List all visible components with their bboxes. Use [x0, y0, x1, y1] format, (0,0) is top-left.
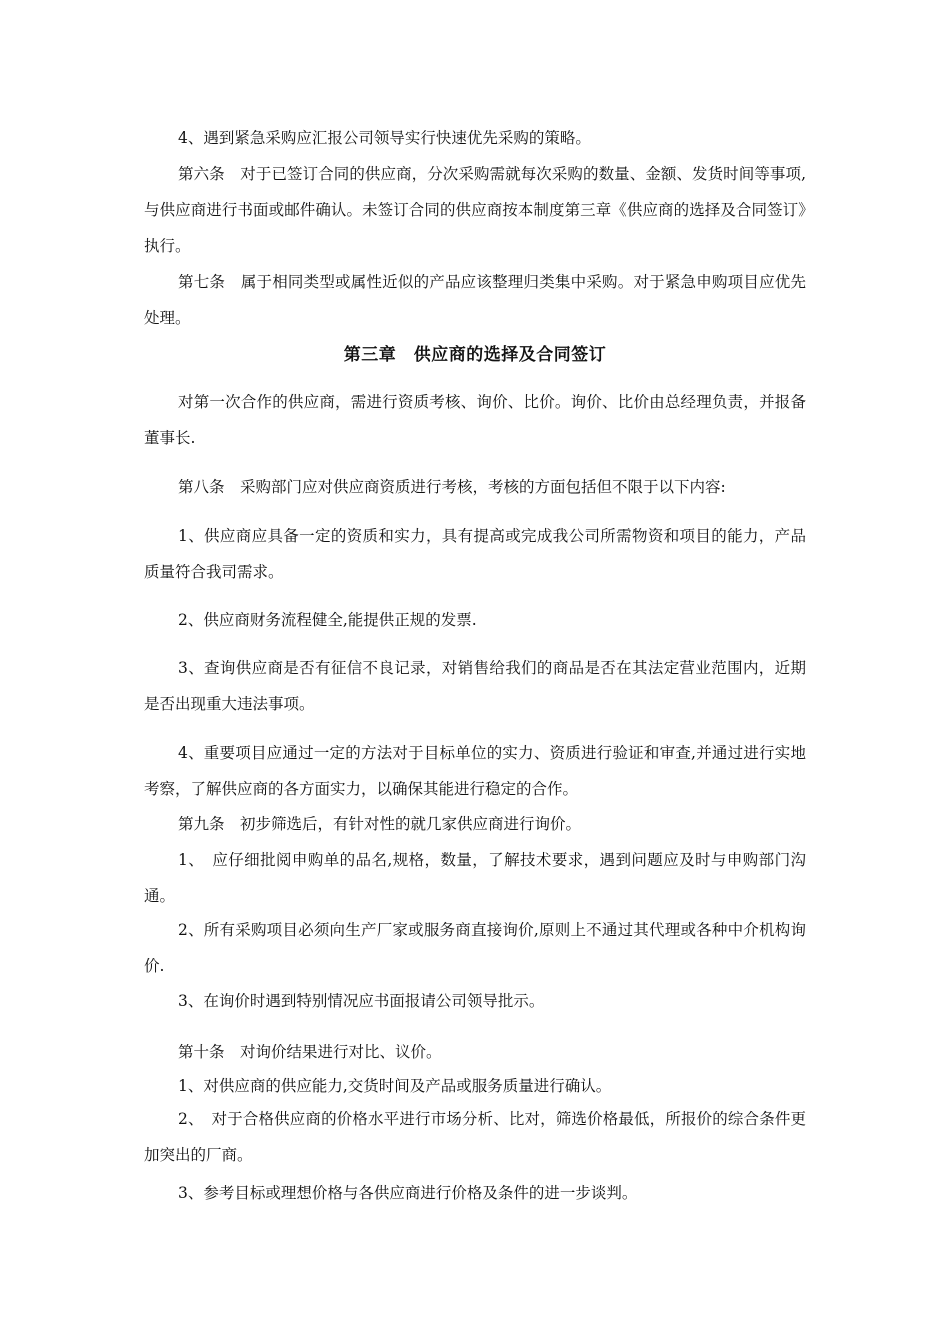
paragraph-article-10: 第十条 对询价结果进行对比、议价。 — [178, 1043, 442, 1061]
chapter-title: 第三章 供应商的选择及合同签订 — [343, 345, 607, 365]
paragraph-article-6: 第六条 对于已签订合同的供应商，分次采购需就每次采购的数量、金额、发货时间等事项,与供应商进行书面或邮件确认。未签订合同的供应商按本制度第三章《供应商的选择及合同签订》执行。 — [144, 165, 806, 255]
paragraph-article-8-item-2: 2、供应商财务流程健全,能提供正规的发票. — [178, 611, 477, 629]
paragraph-article-10-item-1: 1、对供应商的供应能力,交货时间及产品或服务质量进行确认。 — [178, 1077, 612, 1095]
paragraph-article-9-item-2: 2、所有采购项目必须向生产厂家或服务商直接询价,原则上不通过其代理或各种中介机构询价. — [144, 921, 806, 975]
paragraph-article-9-item-1: 1、 应仔细批阅申购单的品名,规格，数量，了解技术要求，遇到问题应及时与申购部门沟通。 — [144, 851, 806, 905]
paragraph-article-9-item-3: 3、在询价时遇到特别情况应书面报请公司领导批示。 — [178, 992, 545, 1010]
paragraph-article-8-item-4: 4、重要项目应通过一定的方法对于目标单位的实力、资质进行验证和审查,并通过进行实地考察，了解供应商的各方面实力，以确保其能进行稳定的合作。 — [144, 744, 806, 798]
paragraph-article-10-item-2: 2、 对于合格供应商的价格水平进行市场分析、比对，筛选价格最低，所报价的综合条件更加突出的厂商。 — [144, 1110, 806, 1164]
paragraph-item-4-urgent: 4、遇到紧急采购应汇报公司领导实行快速优先采购的策略。 — [178, 129, 591, 147]
paragraph-article-8: 第八条 采购部门应对供应商资质进行考核，考核的方面包括但不限于以下内容: — [178, 478, 726, 496]
paragraph-article-8-item-1: 1、供应商应具备一定的资质和实力，具有提高或完成我公司所需物资和项目的能力，产品质量符合我司需求。 — [144, 527, 806, 581]
paragraph-article-10-item-3: 3、参考目标或理想价格与各供应商进行价格及条件的进一步谈判。 — [178, 1184, 638, 1202]
paragraph-article-8-item-3: 3、查询供应商是否有征信不良记录，对销售给我们的商品是否在其法定营业范围内，近期是否出现重大违法事项。 — [144, 659, 806, 713]
paragraph-intro: 对第一次合作的供应商，需进行资质考核、询价、比价。询价、比价由总经理负责，并报备董事长. — [144, 393, 806, 447]
paragraph-article-7: 第七条 属于相同类型或属性近似的产品应该整理归类集中采购。对于紧急申购项目应优先处理。 — [144, 273, 806, 327]
paragraph-article-9: 第九条 初步筛选后，有针对性的就几家供应商进行询价。 — [178, 815, 582, 833]
